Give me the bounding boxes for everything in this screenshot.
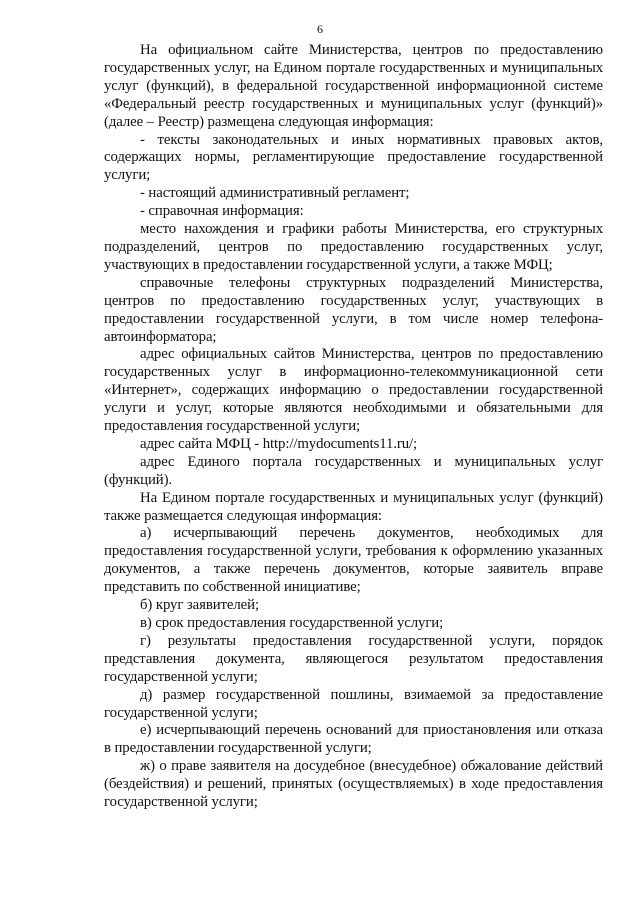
list-item-b: б) круг заявителей; (140, 597, 259, 614)
paragraph-phones: справочные телефоны структурных подразделений Министерства, центров по предоставлению государственных услуг, участвующих в предоставлении государственной услуги, в том числе номер телефона-автоинформатора; (104, 274, 603, 345)
list-item-a: а) исчерпывающий перечень документов, необходимых для предоставления государственной услуги, требования к оформлению указанных документов, а также перечень документов, которые заявитель вправе представить по собственной инициативе; (104, 525, 603, 596)
page-number: 6 (317, 22, 323, 36)
list-item-d: д) размер государственной пошлины, взимаемой за предоставление государственной услуги; (104, 686, 603, 721)
list-item-e: е) исчерпывающий перечень оснований для приостановления или отказа в предоставлении государственной услуги; (104, 722, 603, 757)
list-item-g: г) результаты предоставления государственной услуги, порядок представления документа, являющегося результатом предоставления государственной услуги; (104, 632, 603, 685)
paragraph-portal-info: На Едином портале государственных и муниципальных услуг (функций) также размещается следующая информация: (104, 489, 603, 524)
paragraph-portal-address: адрес Единого портала государственных и муниципальных услуг (функций). (104, 453, 603, 488)
list-item-zh: ж) о праве заявителя на досудебное (внесудебное) обжалование действий (бездействия) и решений, принятых (осуществляемых) в ходе предоставления государственной услуги; (104, 758, 603, 811)
paragraph-regulation: - настоящий административный регламент; (140, 185, 410, 202)
paragraph-intro: На официальном сайте Министерства, центров по предоставлению государственных услуг, на Едином портале государственных и муниципальных услуг (функций), в федеральной государственной информационной системе «Федеральный реестр государственных и муниципальных услуг (функций)» (далее – Реестр) размещена следующая информация: (104, 42, 603, 130)
paragraph-websites: адрес официальных сайтов Министерства, центров по предоставлению государственных услуг в информационно-телекоммуникационной сети «Интернет», содержащих информацию о предоставлении государственной услуги и услуг, которые являются необходимыми и обязательными для предоставления государственной услуги; (104, 346, 603, 435)
paragraph-laws: - тексты законодательных и иных нормативных правовых актов, содержащих нормы, регламентирующие предоставление государственной услуги; (104, 131, 603, 184)
paragraph-mfc-site: адрес сайта МФЦ - http://mydocuments11.ru/; (140, 435, 418, 452)
document-body (104, 42, 603, 812)
paragraph-location: место нахождения и графики работы Министерства, его структурных подразделений, центров по предоставлению государственных услуг, участвующих в предоставлении государственной услуги, а также МФЦ; (104, 221, 603, 273)
paragraph-reference-info: - справочная информация: (140, 203, 304, 220)
list-item-v: в) срок предоставления государственной услуги; (140, 615, 444, 631)
